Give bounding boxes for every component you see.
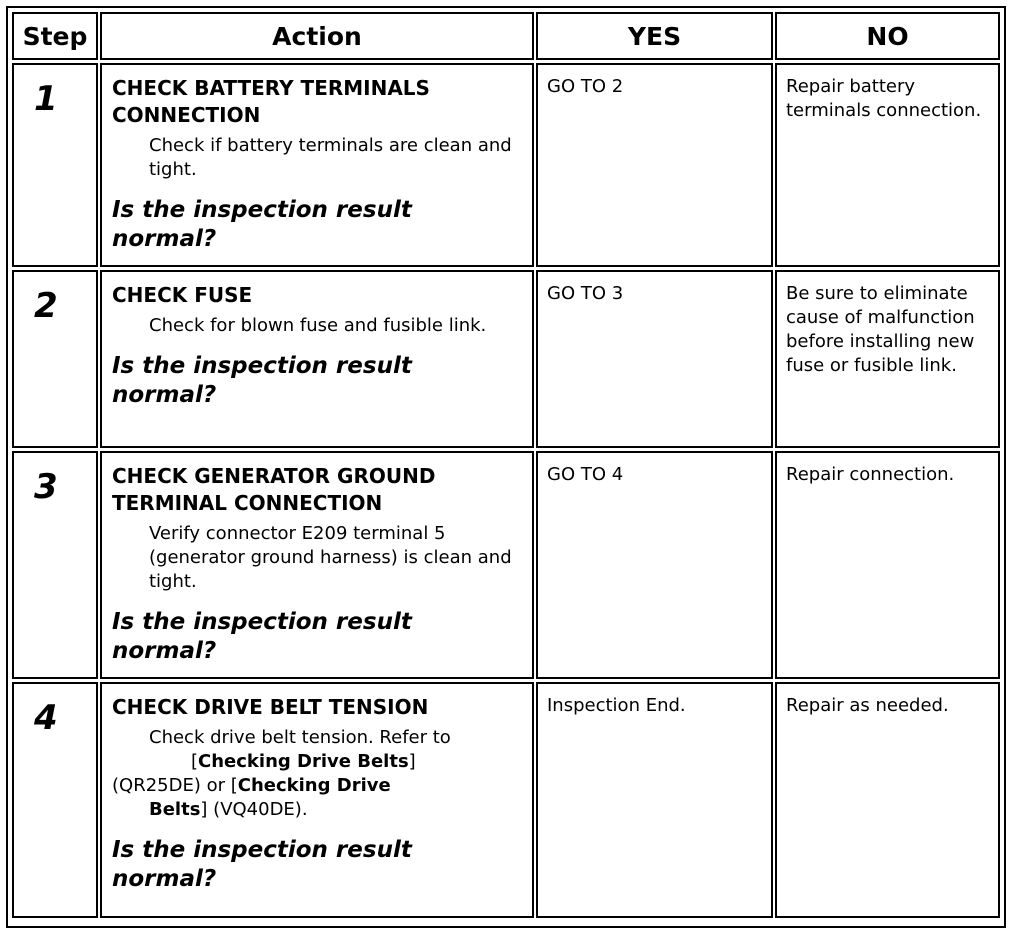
- no-cell-2: [775, 270, 1000, 448]
- action-cell-1: [100, 63, 534, 267]
- step-number: 1: [34, 79, 58, 119]
- yes-result: GO TO 3: [547, 283, 624, 304]
- step-cell-1: [12, 63, 98, 267]
- action-title: CHECK BATTERY TERMINALS CONNECTION: [112, 76, 430, 127]
- instruction-ref-line: [149, 750, 524, 774]
- yes-result: GO TO 2: [547, 76, 624, 97]
- no-result: Repair battery terminals connection.: [786, 76, 982, 121]
- header-yes-label: YES: [627, 21, 682, 51]
- checking-drive-belts-link-2b[interactable]: Belts: [149, 799, 201, 820]
- instruction-ref-line-3: [149, 798, 524, 822]
- action-cell-2: [100, 270, 534, 448]
- step-number: 2: [34, 286, 58, 326]
- step-cell-3: [12, 451, 98, 679]
- action-title: CHECK FUSE: [112, 283, 253, 307]
- header-no: [775, 12, 1000, 60]
- engine-code-text: (QR25DE) or [: [112, 775, 238, 796]
- checking-drive-belts-link-2[interactable]: Checking Drive: [237, 775, 391, 796]
- header-no-label: NO: [866, 21, 909, 51]
- no-result: Repair connection.: [786, 464, 955, 485]
- action-cell-3: [100, 451, 534, 679]
- no-cell-3: [775, 451, 1000, 679]
- step-cell-2: [12, 270, 98, 448]
- action-instruction: Check for blown fuse and fusible link.: [149, 315, 487, 336]
- action-question: Is the inspection result normal?: [112, 197, 412, 252]
- header-action: [100, 12, 534, 60]
- action-instruction: [112, 726, 524, 822]
- header-action-label: Action: [272, 21, 362, 51]
- diagnostic-table: [6, 6, 1006, 928]
- no-result: Be sure to eliminate cause of malfunction before installing new fuse or fusible link.: [786, 283, 975, 376]
- action-question: Is the inspection result normal?: [112, 609, 412, 664]
- action-title: CHECK GENERATOR GROUND TERMINAL CONNECTION: [112, 464, 436, 515]
- yes-cell-2: [536, 270, 773, 448]
- instruction-text: Check drive belt tension. Refer to: [149, 727, 451, 748]
- header-step-label: Step: [22, 21, 88, 51]
- action-title: CHECK DRIVE BELT TENSION: [112, 695, 429, 719]
- header-step: [12, 12, 98, 60]
- action-question: Is the inspection result normal?: [112, 353, 412, 408]
- checking-drive-belts-link[interactable]: Checking Drive Belts: [198, 751, 409, 772]
- engine-code-text-2: ] (VQ40DE).: [200, 799, 308, 820]
- yes-result: Inspection End.: [547, 695, 686, 716]
- yes-cell-3: [536, 451, 773, 679]
- action-cell-4: [100, 682, 534, 918]
- step-number: 4: [34, 698, 58, 738]
- action-question: Is the inspection result normal?: [112, 837, 412, 892]
- step-cell-4: [12, 682, 98, 918]
- instruction-ref-line-2: [112, 774, 524, 798]
- yes-cell-1: [536, 63, 773, 267]
- yes-cell-4: [536, 682, 773, 918]
- no-cell-1: [775, 63, 1000, 267]
- yes-result: GO TO 4: [547, 464, 624, 485]
- bracket-close: ]: [408, 751, 416, 772]
- action-instruction: Verify connector E209 terminal 5 (generator ground harness) is clean and tight.: [149, 523, 512, 592]
- no-cell-4: [775, 682, 1000, 918]
- no-result: Repair as needed.: [786, 695, 949, 716]
- header-yes: [536, 12, 773, 60]
- action-instruction: Check if battery terminals are clean and tight.: [149, 135, 512, 180]
- step-number: 3: [34, 467, 58, 507]
- bracket-open: [: [191, 751, 199, 772]
